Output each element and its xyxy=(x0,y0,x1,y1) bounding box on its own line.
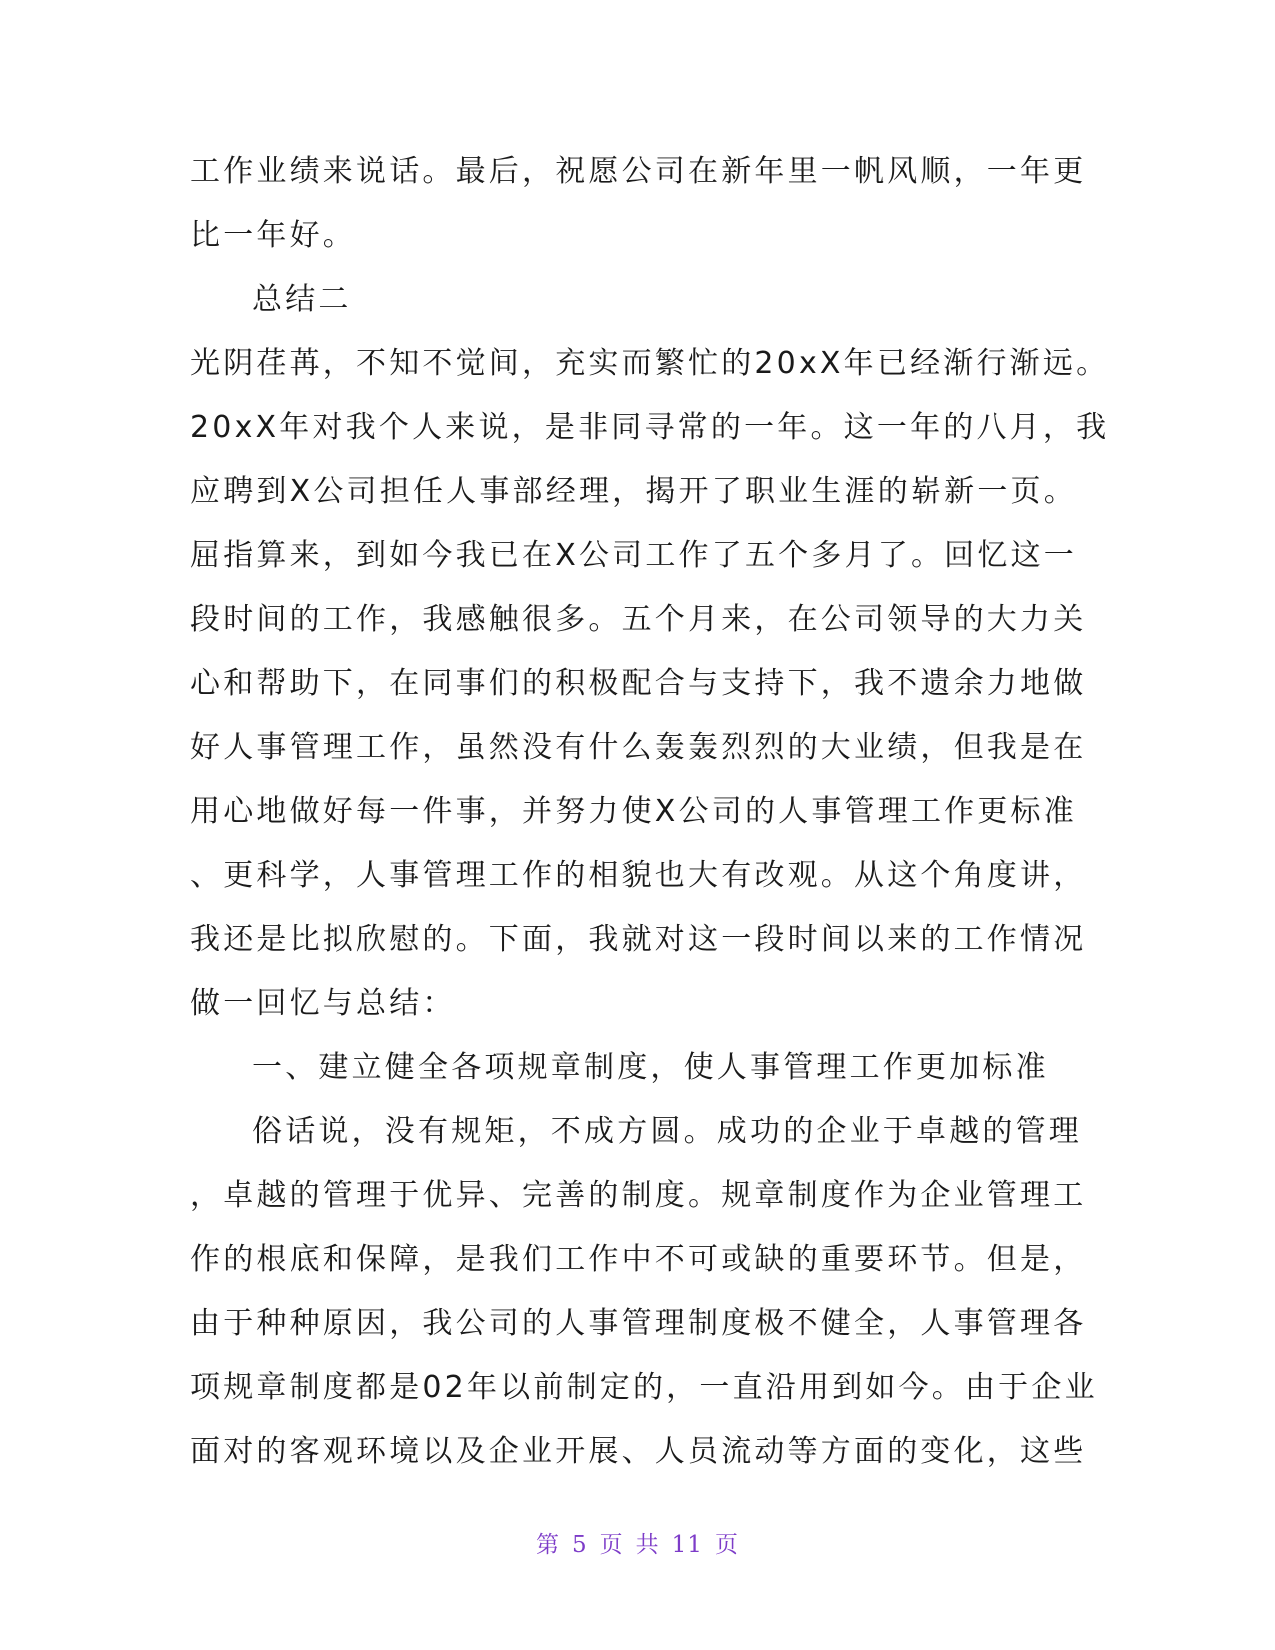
text-line: 比一年好。 xyxy=(190,218,356,253)
section-heading: 总结二 xyxy=(252,282,352,317)
text-line: 、更科学，人事管理工作的相貌也大有改观。从这个角度讲， xyxy=(190,858,1087,893)
current-page-number: 5 xyxy=(572,1532,588,1558)
text-line: 心和帮助下，在同事们的积极配合与支持下，我不遗余力地做 xyxy=(190,666,1087,701)
text-line: 作的根底和保障，是我们工作中不可或缺的重要环节。但是， xyxy=(190,1242,1087,1277)
text-line: 屈指算来，到如今我已在X公司工作了五个多月了。回忆这一 xyxy=(190,538,1077,573)
text-line: 由于种种原因，我公司的人事管理制度极不健全，人事管理各 xyxy=(190,1306,1087,1341)
footer-total-prefix: 共 xyxy=(635,1532,660,1558)
text-line: 项规章制度都是02年以前制定的，一直沿用到如今。由于企业 xyxy=(190,1370,1098,1405)
text-line: 段时间的工作，我感触很多。五个月来，在公司领导的大力关 xyxy=(190,602,1087,637)
text-line: 俗话说，没有规矩，不成方圆。成功的企业于卓越的管理 xyxy=(252,1114,1082,1149)
page-footer xyxy=(0,1526,1275,1559)
text-line: 用心地做好每一件事，并努力使X公司的人事管理工作更标准 xyxy=(190,794,1077,829)
text-line: 应聘到X公司担任人事部经理，揭开了职业生涯的崭新一页。 xyxy=(190,474,1077,509)
text-line: 我还是比拟欣慰的。下面，我就对这一段时间以来的工作情况 xyxy=(190,922,1087,957)
total-page-count: 11 xyxy=(671,1532,703,1558)
text-line: 20xX年对我个人来说，是非同寻常的一年。这一年的八月，我 xyxy=(190,410,1110,445)
subsection-heading: 一、建立健全各项规章制度，使人事管理工作更加标准 xyxy=(252,1050,1049,1085)
document-body xyxy=(190,140,1110,1484)
text-line: 工作业绩来说话。最后，祝愿公司在新年里一帆风顺，一年更 xyxy=(190,154,1087,189)
text-line: 光阴荏苒，不知不觉间，充实而繁忙的20xX年已经渐行渐远。 xyxy=(190,346,1110,381)
footer-page-unit: 页 xyxy=(599,1532,624,1558)
footer-total-unit: 页 xyxy=(714,1532,739,1558)
text-line: 做一回忆与总结： xyxy=(190,986,456,1021)
text-line: 面对的客观环境以及企业开展、人员流动等方面的变化，这些 xyxy=(190,1434,1087,1469)
text-line: 好人事管理工作，虽然没有什么轰轰烈烈的大业绩，但我是在 xyxy=(190,730,1087,765)
footer-prefix: 第 xyxy=(536,1532,561,1558)
text-line: ，卓越的管理于优异、完善的制度。规章制度作为企业管理工 xyxy=(190,1178,1087,1213)
